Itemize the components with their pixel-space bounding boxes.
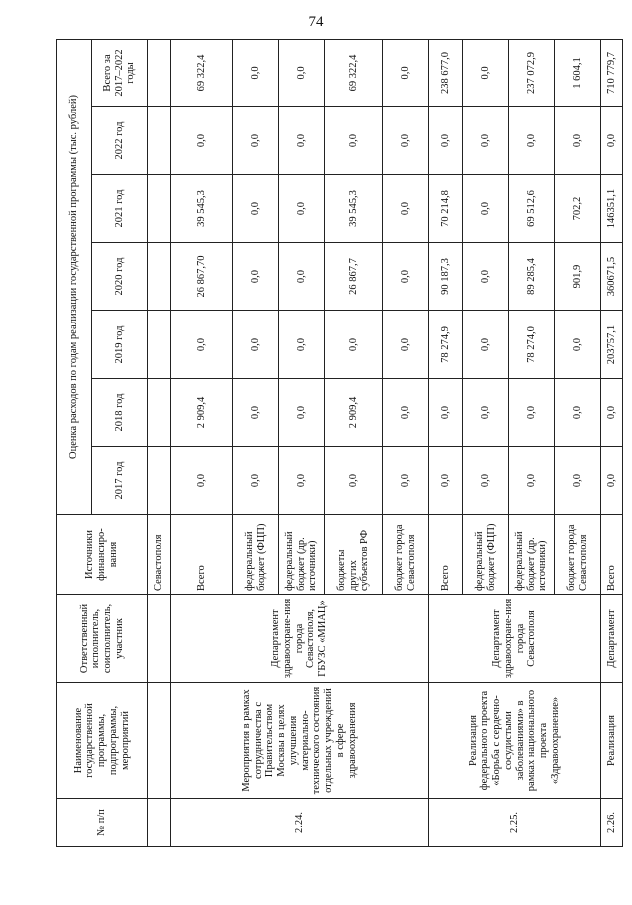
table-row xyxy=(429,39,463,846)
measure-name: Реализация федерального проекта «Борьба с сердечно-сосудистыми заболеваниями» в рамках национального проекта «Здравоохранение» xyxy=(429,683,601,799)
source-cell: федеральный бюджет (др. источники) xyxy=(279,515,325,595)
header-year: 2022 год xyxy=(92,107,148,175)
value-cell: 26 867,70 xyxy=(171,243,233,311)
value-cell: 0,0 xyxy=(463,243,509,311)
source-cell: Всего xyxy=(171,515,233,595)
value-cell: 70 214,8 xyxy=(429,175,463,243)
value-cell: 0,0 xyxy=(279,175,325,243)
executor: Департамент здравоохране-ния города Севастополя, ГБУЗС «МИАЦ» xyxy=(171,595,429,683)
value-cell: 0,0 xyxy=(279,447,325,515)
value-cell: 0,0 xyxy=(279,311,325,379)
value-cell: 0,0 xyxy=(463,175,509,243)
value-cell: 69 512,6 xyxy=(509,175,555,243)
value-cell: 78 274,9 xyxy=(429,311,463,379)
value-cell: 0,0 xyxy=(279,379,325,447)
header-year: 2017 год xyxy=(92,447,148,515)
value-cell: 0,0 xyxy=(279,243,325,311)
value-cell: 0,0 xyxy=(233,243,279,311)
source-cell: бюджет города Севастополя xyxy=(383,515,429,595)
value-cell: 0,0 xyxy=(463,311,509,379)
measure-name: Мероприятия в рамках сотрудничества с Правительством Москвы в целях улучшения материально-технического состояния отдельных учреждений в сфере здравоохранения xyxy=(171,683,429,799)
value-cell: 0,0 xyxy=(233,175,279,243)
header-name: Наименование государственной программы, подпрограммы, мероприятий xyxy=(57,683,148,799)
value-cell: 0,0 xyxy=(383,39,429,106)
header-total: Всего за 2017–2022 годы xyxy=(92,39,148,106)
source-cell: Всего xyxy=(601,515,623,595)
row-number: 2.26. xyxy=(601,799,623,847)
value-cell: 0,0 xyxy=(279,39,325,106)
value-cell: 702,2 xyxy=(555,175,601,243)
value-cell: 146351,1 xyxy=(601,175,623,243)
executor: Департамент здравоохране-ния города Севастополя xyxy=(429,595,601,683)
source-cell: Севастополя xyxy=(148,515,171,595)
row-number: 2.25. xyxy=(429,799,601,847)
value-cell: 238 677,0 xyxy=(429,39,463,106)
value-cell: 0,0 xyxy=(463,107,509,175)
value-cell: 0,0 xyxy=(383,175,429,243)
value-cell: 0,0 xyxy=(233,107,279,175)
value-cell: 0,0 xyxy=(171,107,233,175)
source-cell: бюджеты других субъектов РФ xyxy=(325,515,383,595)
value-cell: 39 545,3 xyxy=(171,175,233,243)
value-cell: 0,0 xyxy=(383,243,429,311)
value-cell: 69 322,4 xyxy=(325,39,383,106)
value-cell: 0,0 xyxy=(601,107,623,175)
measure-name: Реализация xyxy=(601,683,623,799)
rotated-table-container xyxy=(56,40,618,847)
value-cell: 2 909,4 xyxy=(171,379,233,447)
header-year: 2021 год xyxy=(92,175,148,243)
header-executor: Ответственный исполнитель, соисполнитель, участник xyxy=(57,595,148,683)
value-cell: 0,0 xyxy=(233,39,279,106)
value-cell: 0,0 xyxy=(463,447,509,515)
value-cell: 0,0 xyxy=(325,107,383,175)
value-cell: 0,0 xyxy=(383,379,429,447)
value-cell: 901,9 xyxy=(555,243,601,311)
value-cell: 0,0 xyxy=(555,107,601,175)
value-cell: 0,0 xyxy=(555,379,601,447)
value-cell: 203757,1 xyxy=(601,311,623,379)
value-cell: 0,0 xyxy=(233,379,279,447)
table-row xyxy=(601,39,623,846)
executor: Департамент xyxy=(601,595,623,683)
header-num: № п/п xyxy=(57,799,148,847)
value-cell: 0,0 xyxy=(171,311,233,379)
value-cell: 1 604,1 xyxy=(555,39,601,106)
value-cell: 0,0 xyxy=(171,447,233,515)
source-cell: федеральный бюджет (ФЦП) xyxy=(233,515,279,595)
table-row xyxy=(171,39,233,846)
value-cell: 0,0 xyxy=(509,107,555,175)
header-source: Источники финансиро-вания xyxy=(57,515,148,595)
value-cell: 360671,5 xyxy=(601,243,623,311)
value-cell: 0,0 xyxy=(601,379,623,447)
value-cell: 0,0 xyxy=(429,447,463,515)
value-cell: 0,0 xyxy=(509,447,555,515)
value-cell: 0,0 xyxy=(463,39,509,106)
value-cell: 39 545,3 xyxy=(325,175,383,243)
value-cell: 0,0 xyxy=(279,107,325,175)
value-cell: 78 274,0 xyxy=(509,311,555,379)
value-cell: 237 072,9 xyxy=(509,39,555,106)
value-cell: 0,0 xyxy=(233,447,279,515)
source-cell: федеральный бюджет (др. источники) xyxy=(509,515,555,595)
header-year: 2020 год xyxy=(92,243,148,311)
value-cell: 26 867,7 xyxy=(325,243,383,311)
value-cell: 0,0 xyxy=(383,447,429,515)
header-row-1 xyxy=(57,39,92,846)
value-cell: 0,0 xyxy=(233,311,279,379)
value-cell: 0,0 xyxy=(509,379,555,447)
value-cell: 2 909,4 xyxy=(325,379,383,447)
expenditure-table xyxy=(56,39,623,847)
value-cell: 69 322,4 xyxy=(171,39,233,106)
source-cell: бюджет города Севастополя xyxy=(555,515,601,595)
header-spend-group: Оценка расходов по годам реализации государственной программы (тыс. рублей) xyxy=(57,39,92,514)
value-cell: 0,0 xyxy=(555,311,601,379)
value-cell: 89 285,4 xyxy=(509,243,555,311)
value-cell: 0,0 xyxy=(383,311,429,379)
value-cell: 0,0 xyxy=(463,379,509,447)
value-cell: 0,0 xyxy=(325,311,383,379)
value-cell: 0,0 xyxy=(429,379,463,447)
continuation-row xyxy=(148,39,171,846)
value-cell: 0,0 xyxy=(601,447,623,515)
value-cell: 0,0 xyxy=(429,107,463,175)
value-cell: 0,0 xyxy=(325,447,383,515)
value-cell: 710 779,7 xyxy=(601,39,623,106)
header-year: 2019 год xyxy=(92,311,148,379)
header-year: 2018 год xyxy=(92,379,148,447)
source-cell: Всего xyxy=(429,515,463,595)
value-cell: 0,0 xyxy=(383,107,429,175)
value-cell: 90 187,3 xyxy=(429,243,463,311)
value-cell: 0,0 xyxy=(555,447,601,515)
source-cell: федеральный бюджет (ФЦП) xyxy=(463,515,509,595)
row-number: 2.24. xyxy=(171,799,429,847)
page-number: 74 xyxy=(308,14,324,30)
